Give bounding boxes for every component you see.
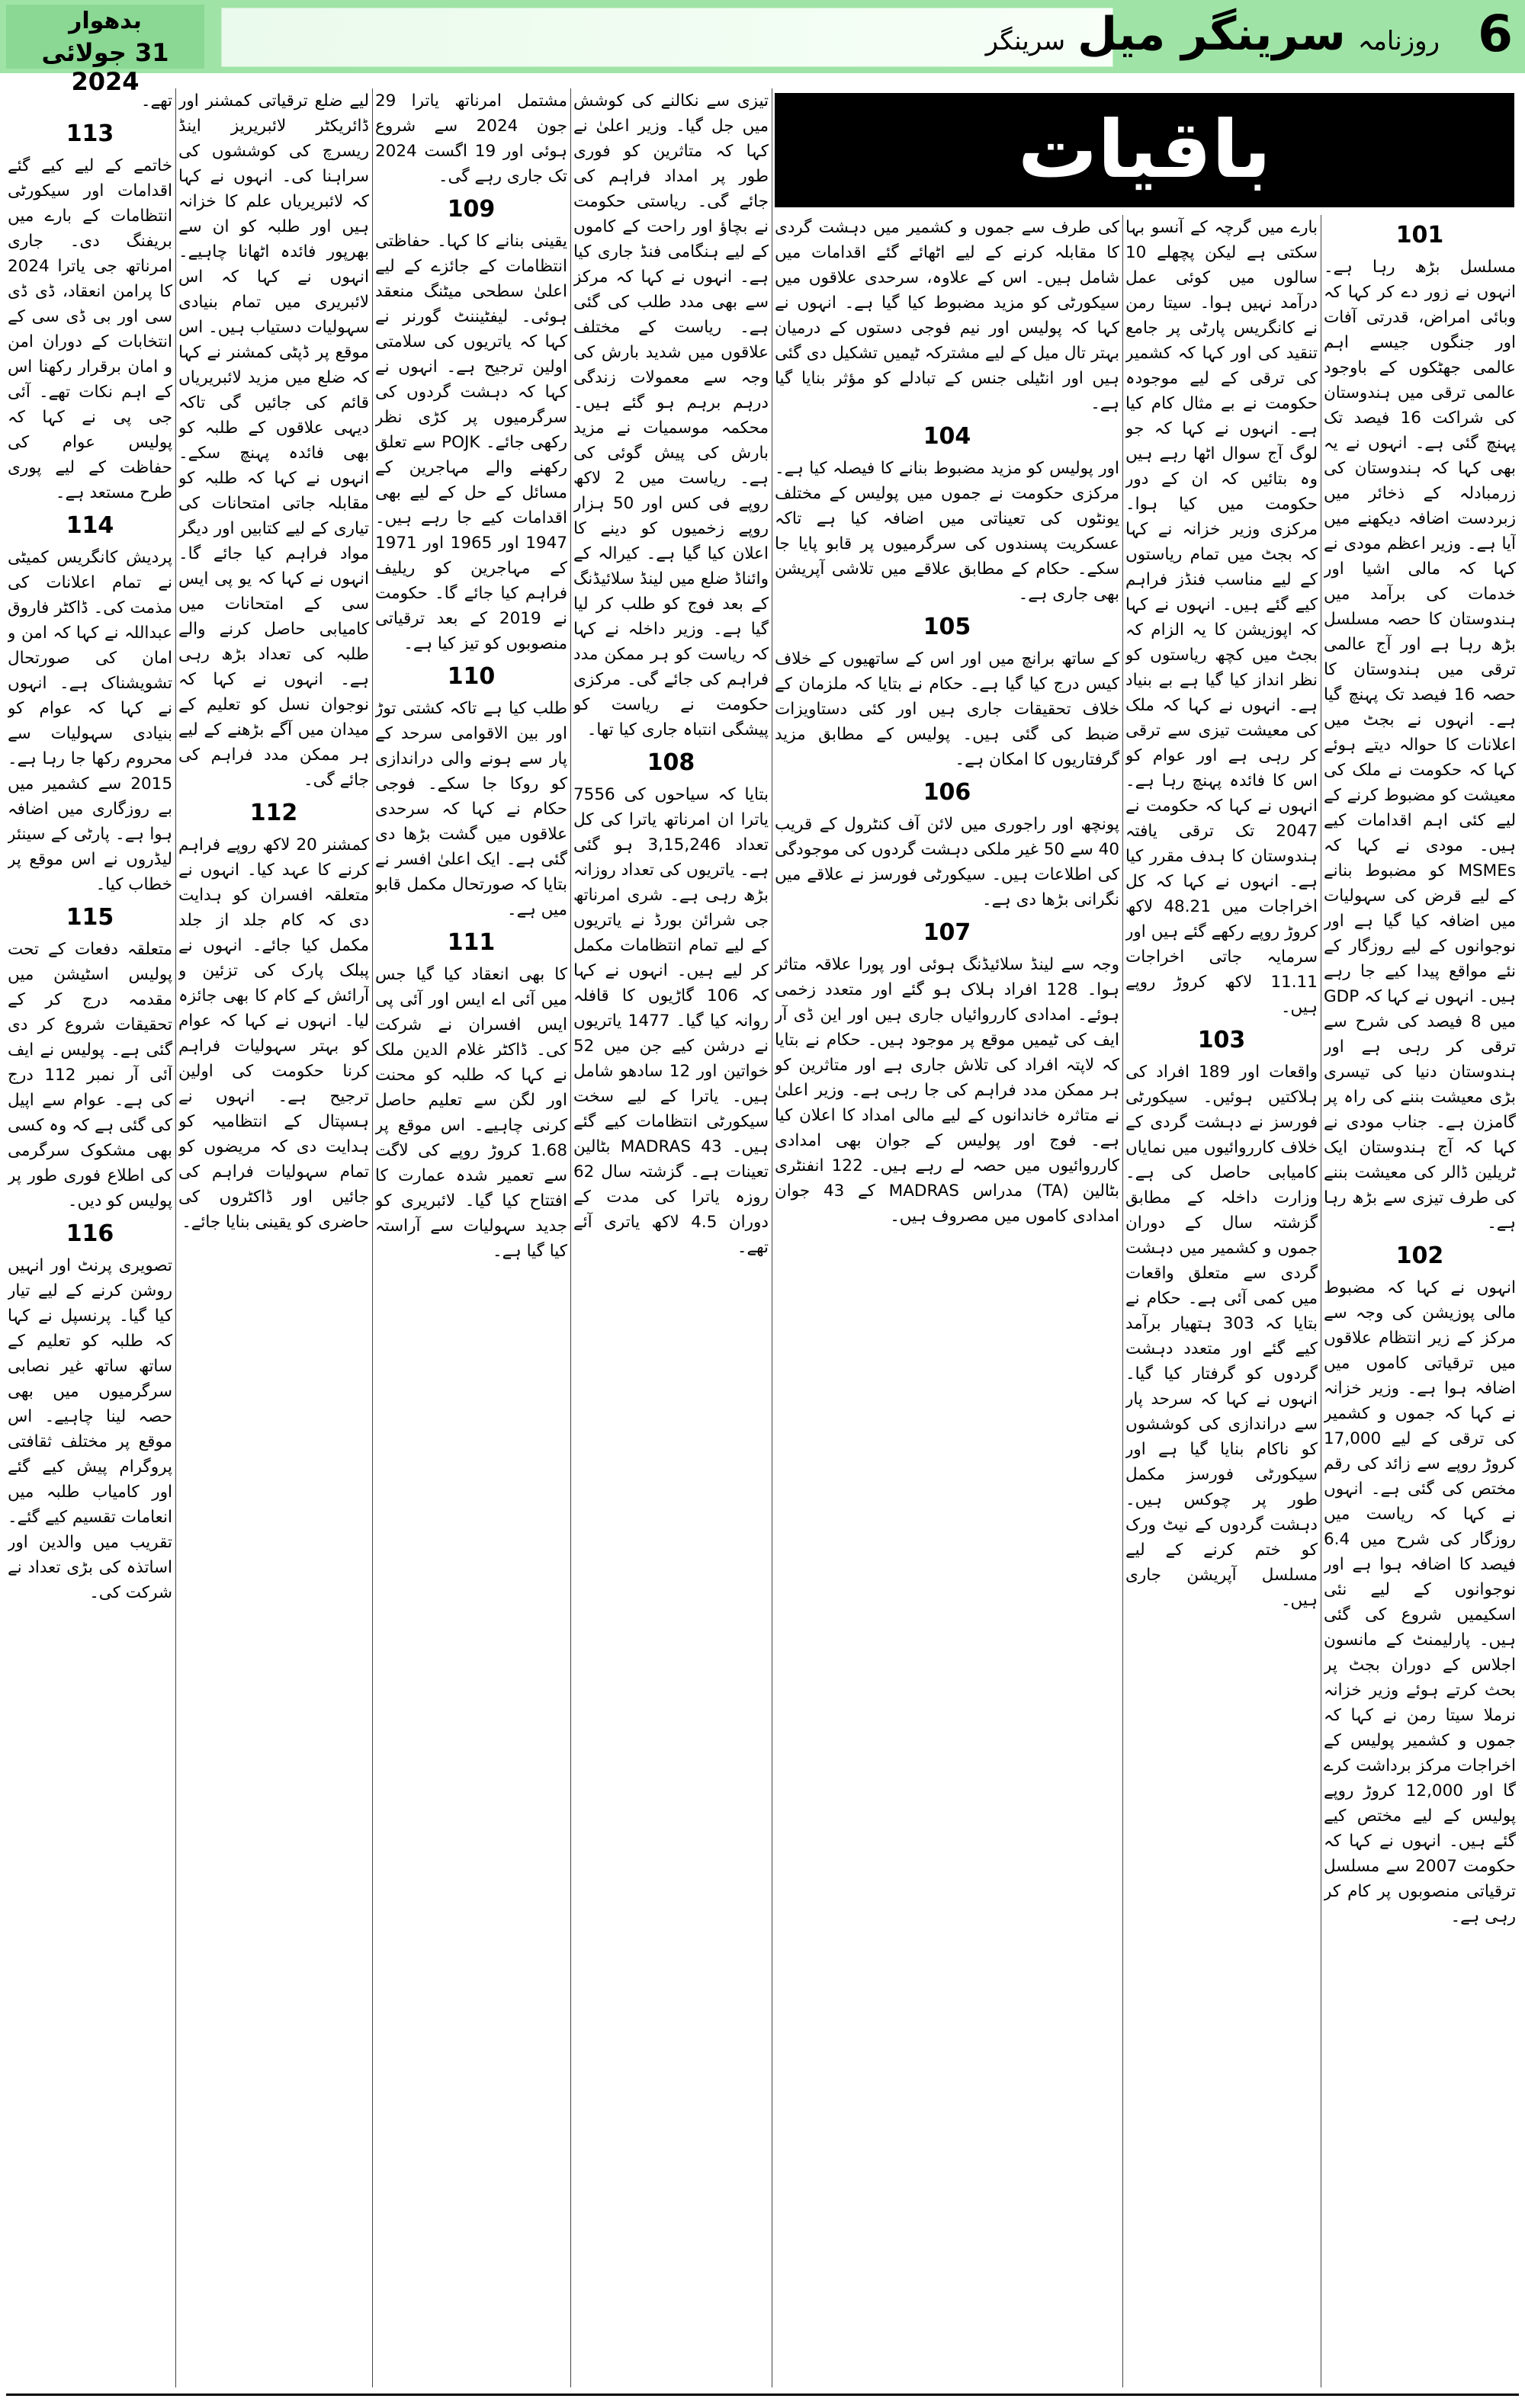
article-text: خاتمے کے لیے کیے گئے اقدامات اور سیکورٹی انتظامات کے بارے میں بریفنگ دی۔ جاری امرناتھ جی یاترا 2024 کا پرامن انعقاد، ڈی ڈی سی اور بی ڈی سی کے انتخابات کے دوران امن و امان برقرار رکھنا اس کے اہم نکات تھے۔ آئی جی پی نے کہا کہ پولیس عوام کی حفاظت کے لیے پوری طرح مستعد ہے۔	[8, 156, 172, 502]
date-date: 31 جولائی 2024	[41, 38, 169, 96]
column-divider	[1122, 215, 1123, 2387]
article-text: تصویری پرنٹ اور انہیں روشن کرنے کے لیے تیار کیا گیا۔ پرنسپل نے کہا کہ طلبہ کو تعلیم کے ساتھ ساتھ غیر نصابی سرگرمیوں میں بھی حصہ لینا چاہیے۔ اس موقع پر مختلف ثقافتی پروگرام پیش کیے گئے اور کامیاب طلبہ میں انعامات تقسیم کیے گئے۔ تقریب میں والدین اور اساتذہ کی بڑی تعداد نے شرکت کی۔	[8, 1256, 172, 1602]
article-text: لیے ضلع ترقیاتی کمشنر اور ڈائریکٹر لائبریریز اینڈ ریسرچ کی کوششوں کی سراہنا کی۔ انہوں نے کہا کہ لائبریریاں علم کا خزانہ ہیں اور طلبہ کو ان سے بھرپور فائدہ اٹھانا چاہیے۔ انہوں نے کہا کہ اس لائبریری میں تمام بنیادی سہولیات دستیاب ہیں۔ اس موقع پر ڈپٹی کمشنر نے کہا کہ ضلع میں مزید لائبریریاں قائم کی جائیں گی تاکہ دیہی علاقوں کے طلبہ کو بھی فائدہ پہنچ سکے۔ انہوں نے کہا کہ طلبہ کو مقابلہ جاتی امتحانات کی تیاری کے لیے کتابیں اور دیگر مواد فراہم کیا جائے گا۔ انہوں نے کہا کہ یو پی ایس سی کے امتحانات میں کامیابی حاصل کرنے والے طلبہ کی تعداد بڑھ رہی ہے۔ انہوں نے کہا کہ نوجوان نسل کو تعلیم کے میدان میں آگے بڑھنے کے لیے ہر ممکن مدد فراہم کی جائے گی۔	[178, 91, 369, 790]
article-number: 114	[66, 512, 114, 539]
masthead	[986, 8, 1440, 61]
article-text: طلب کیا ہے تاکہ کشتی توڑ اور بین الاقوامی سرحد کے پار سے ہونے والی دراندازی کو روکا جا سکے۔ فوجی حکام نے کہا کہ سرحدی علاقوں میں گشت بڑھا دی گئی ہے۔ ایک اعلیٰ افسر نے بتایا کہ صورتحال مکمل قابو میں ہے۔	[375, 699, 567, 919]
article-text: کی طرف سے جموں و کشمیر میں دہشت گردی کا مقابلہ کرنے کے لیے اٹھائے گئے اقدامات میں شامل ہیں۔ اس کے علاوہ، سرحدی علاقوں میں سیکورٹی کو مزید مضبوط کیا گیا ہے۔ انہوں نے کہا کہ پولیس اور نیم فوجی دستوں کے درمیان بہتر تال میل کے لیے مشترکہ ٹیمیں تشکیل دی گئی ہیں اور انٹیلی جنس کے تبادلے کو مؤثر بنایا گیا ہے۔	[775, 218, 1119, 413]
date-day: بدھوار	[69, 8, 142, 34]
column-5	[375, 88, 567, 2387]
article-text: پونچھ اور راجوری میں لائن آف کنٹرول کے قریب 40 سے 50 غیر ملکی دہشت گردوں کی موجودگی کی اطلاعات ہیں۔ سیکورٹی فورسز نے علاقے میں نگرانی بڑھا دی ہے۔	[775, 815, 1119, 909]
footer-rule	[6, 2394, 1519, 2396]
article-text: تیزی سے نکالنے کی کوشش میں جل گیا۔ وزیر اعلیٰ نے کہا کہ متاثرین کو فوری طور پر امداد فراہم کی جائے گی۔ ریاستی حکومت نے بچاؤ اور راحت کے کاموں کے لیے ہنگامی فنڈ جاری کیا ہے۔ انہوں نے کہا کہ مرکز سے بھی مدد طلب کی گئی ہے۔ ریاست کے مختلف علاقوں میں شدید بارش کی وجہ سے معمولات زندگی درہم برہم ہو گئے ہیں۔ محکمہ موسمیات نے مزید بارش کی پیش گوئی کی ہے۔ ریاست میں 2 لاکھ روپے فی کس اور 50 ہزار روپے زخمیوں کو دینے کا اعلان کیا گیا ہے۔ کیرالہ کے وائناڈ ضلع میں لینڈ سلائیڈنگ کے بعد فوج کو طلب کر لیا گیا ہے۔ وزیر داخلہ نے کہا کہ ریاست کو ہر ممکن مدد فراہم کی جائے گی۔ مرکزی حکومت نے ریاست کو پیشگی انتباہ جاری کیا تھا۔	[573, 91, 769, 739]
article-number: 111	[447, 929, 496, 956]
column-divider	[175, 88, 176, 2387]
masthead-prefix: روزنامہ	[1357, 26, 1440, 56]
article-number: 105	[923, 614, 971, 640]
article-text: کا بھی انعقاد کیا گیا جس میں آئی اے ایس اور آئی پی ایس افسران نے شرکت کی۔ ڈاکٹر غلام الدین ملک نے کہا کہ طلبہ کو محنت اور لگن سے تعلیم حاصل کرنی چاہیے۔ اس موقع پر 1.68 کروڑ روپے کی لاگت سے تعمیر شدہ عمارت کا افتتاح کیا گیا۔ لائبریری کو جدید سہولیات سے آراستہ کیا گیا ہے۔	[375, 965, 567, 1261]
article-text: تھے۔	[140, 91, 172, 111]
column-4	[573, 88, 769, 2387]
article-text: کمشنر 20 لاکھ روپے فراہم کرنے کا عہد کیا۔ انہوں نے متعلقہ افسران کو ہدایت دی کہ کام جلد از جلد مکمل کیا جائے۔ انہوں نے پبلک پارک کی تزئین و آرائش کے کام کا بھی جائزہ لیا۔ انہوں نے کہا کہ عوام کو بہتر سہولیات فراہم کرنا حکومت کی اولین ترجیح ہے۔ انہوں نے ہسپتال کے انتظامیہ کو ہدایت دی کہ مریضوں کو تمام سہولیات فراہم کی جائیں اور ڈاکٹروں کی حاضری کو یقینی بنایا جائے۔	[178, 835, 369, 1232]
article-number: 101	[1395, 222, 1444, 248]
header-decor-strip	[221, 8, 1113, 67]
page-header	[0, 0, 1525, 96]
article-number: 116	[66, 1220, 114, 1247]
article-number: 107	[923, 919, 971, 946]
article-text: مشتمل امرناتھ یاترا 29 جون 2024 سے شروع ہوئی اور 19 اگست 2024 تک جاری رہے گی۔	[375, 91, 567, 186]
article-text: کے ساتھ برانچ میں اور اس کے ساتھیوں کے خلاف کیس درج کیا گیا ہے۔ حکام نے بتایا کہ ملزمان کے خلاف تحقیقات جاری ہیں اور کئی دستاویزات ضبط کی گئی ہیں۔ پولیس کے مطابق مزید گرفتاریوں کا امکان ہے۔	[775, 649, 1119, 769]
article-text: پردیش کانگریس کمیٹی نے تمام اعلانات کی مذمت کی۔ ڈاکٹر فاروق عبداللہ نے کہا کہ امن و امان کی صورتحال تشویشناک ہے۔ انہوں نے کہا کہ عوام کو بنیادی سہولیات سے محروم رکھا جا رہا ہے۔ 2015 سے کشمیر میں بے روزگاری میں اضافہ ہوا ہے۔ پارٹی کے سینئر لیڈروں نے اس موقع پر خطاب کیا۔	[8, 548, 172, 894]
article-number: 102	[1395, 1242, 1444, 1269]
article-number: 113	[66, 120, 114, 147]
article-text: مسلسل بڑھ رہا ہے۔ انہوں نے زور دے کر کہا کہ وبائی امراض، قدرتی آفات اور جنگوں جیسے اہم عالمی جھٹکوں کے باوجود عالمی ترقی میں ہندوستان کی شراکت 16 فیصد تک پہنچ گئی ہے۔ انہوں نے یہ بھی کہا کہ ہندوستان کی زرمبادلہ کے ذخائر میں زبردست اضافہ دیکھنے میں آیا ہے۔ وزیر اعظم مودی نے کہا کہ مالی اشیا اور خدمات کی برآمد میں ہندوستان کا حصہ مسلسل بڑھ رہا ہے اور آج عالمی ترقی میں ہندوستان کا حصہ 16 فیصد تک پہنچ گیا ہے۔ انہوں نے بجٹ میں اعلانات کا حوالہ دیتے ہوئے کہا کہ حکومت نے ملک کی معیشت کو مضبوط کرنے کے لیے کئی اہم اقدامات کیے ہیں۔ مودی نے کہا کہ MSMEs کو مضبوط بنانے کے لیے قرض کی سہولیات میں اضافہ کیا گیا ہے اور نوجوانوں کے لیے روزگار کے نئے مواقع پیدا کیے جا رہے ہیں۔ انہوں نے کہا کہ GDP میں 8 فیصد کی شرح سے ترقی کر رہی ہے اور ہندوستان دنیا کی تیسری بڑی معیشت بننے کی راہ پر گامزن ہے۔ جناب مودی نے کہا کہ آج ہندوستان ایک ٹریلین ڈالر کی معیشت بننے کی طرف تیزی سے بڑھ رہا ہے۔	[1324, 258, 1516, 1233]
article-text: بارے میں گرچہ کے آنسو بہا سکتی ہے لیکن پچھلے 10 سالوں میں کوئی عمل درآمد نہیں ہوا۔ سیتا رمن نے کانگریس پارٹی پر جامع تنقید کی اور کہا کہ کشمیر کی ترقی کے لیے موجودہ حکومت نے بے مثال کام کیا ہے۔ انہوں نے کہا کہ جو لوگ آج سوال اٹھا رہے ہیں وہ بتائیں کہ ان کے دور حکومت میں کیا ہوا۔ مرکزی وزیر خزانہ نے کہا کہ بجٹ میں تمام ریاستوں کے لیے مناسب فنڈز فراہم کیے گئے ہیں۔ انہوں نے کہا کہ اپوزیشن کا یہ الزام کہ بجٹ میں کچھ ریاستوں کو نظر انداز کیا گیا ہے بے بنیاد ہے۔ انہوں نے کہا کہ ملک کی معیشت تیزی سے ترقی کر رہی ہے اور عوام کو اس کا فائدہ پہنچ رہا ہے۔ انہوں نے کہا کہ حکومت نے 2047 تک ترقی یافتہ ہندوستان کا ہدف مقرر کیا ہے۔ انہوں نے کہا کہ کل اخراجات میں 48.21 لاکھ کروڑ روپے رکھے گئے ہیں اور سرمایہ جاتی اخراجات 11.11 لاکھ کروڑ روپے ہیں۔	[1125, 218, 1318, 1017]
article-number: 108	[647, 749, 695, 776]
article-text: یقینی بنانے کا کہا۔ حفاظتی انتظامات کے جائزے کے لیے اعلیٰ سطحی میٹنگ منعقد ہوئی۔ لیفٹیننٹ گورنر نے کہا کہ یاتریوں کی سلامتی اولین ترجیح ہے۔ انہوں نے کہا کہ دہشت گردوں کی سرگرمیوں پر کڑی نظر رکھی جائے۔ POJK سے تعلق رکھنے والے مہاجرین کے مسائل کے حل کے لیے بھی اقدامات کیے جا رہے ہیں۔ 1947 اور 1965 اور 1971 کے مہاجرین کو ریلیف فراہم کیا جائے گا۔ حکومت نے 2019 کے بعد ترقیاتی منصوبوں کو تیز کیا ہے۔	[375, 232, 567, 653]
article-text: واقعات اور 189 افراد کی ہلاکتیں ہوئیں۔ سیکورٹی فورسز نے دہشت گردی کے خلاف کارروائیوں میں نمایاں کامیابی حاصل کی ہے۔ وزارت داخلہ کے مطابق گزشتہ سال کے دوران جموں و کشمیر میں دہشت گردی سے متعلق واقعات میں کمی آئی ہے۔ حکام نے بتایا کہ 303 ہتھیار برآمد کیے گئے اور متعدد دہشت گردوں کو گرفتار کیا گیا۔ انہوں نے کہا کہ سرحد پار سے دراندازی کی کوششوں کو ناکام بنایا گیا ہے اور سیکورٹی فورسز مکمل طور پر چوکس ہیں۔ دہشت گردوں کے نیٹ ورک کو ختم کرنے کے لیے مسلسل آپریشن جاری ہیں۔	[1125, 1063, 1318, 1610]
article-number: 106	[923, 779, 971, 806]
column-3	[775, 215, 1119, 2387]
article-text: بتایا کہ سیاحوں کی 7556 یاترا ان امرناتھ یاترا کی کل تعداد 3,15,246 ہو گئی ہے۔ یاتریوں کی تعداد روزانہ بڑھ رہی ہے۔ شری امرناتھ جی شرائن بورڈ نے یاتریوں کے لیے تمام انتظامات مکمل کر لیے ہیں۔ انہوں نے کہا کہ 106 گاڑیوں کا قافلہ روانہ کیا گیا۔ 1477 یاتریوں نے درشن کیے جن میں 52 خواتین اور 12 سادھو شامل ہیں۔ یاترا کے لیے سخت سیکورٹی انتظامات کیے گئے ہیں۔ MADRAS 43 بٹالین تعینات ہے۔ گزشتہ سال 62 روزہ یاترا کی مدت کے دوران 4.5 لاکھ یاتری آئے تھے۔	[573, 785, 769, 1257]
article-text: اور پولیس کو مزید مضبوط بنانے کا فیصلہ کیا ہے۔ مرکزی حکومت نے جموں میں پولیس کے مختلف یونٹوں کی تعیناتی میں اضافہ کیا ہے تاکہ عسکریت پسندوں کی سرگرمیوں پر قابو پایا جا سکے۔ حکام کے مطابق علاقے میں تلاشی آپریشن بھی جاری ہے۔	[775, 459, 1119, 604]
masthead-city: سرینگر	[985, 26, 1066, 56]
column-divider	[570, 88, 571, 2387]
column-7	[8, 88, 172, 2387]
article-number: 103	[1197, 1027, 1246, 1053]
masthead-name: سرینگر میل	[1077, 8, 1346, 61]
article-number: 112	[249, 800, 298, 826]
article-number: 109	[447, 196, 496, 223]
article-text: انہوں نے کہا کہ مضبوط مالی پوزیشن کی وجہ سے مرکز کے زیر انتظام علاقوں میں ترقیاتی کاموں میں اضافہ ہوا ہے۔ وزیر خزانہ نے کہا کہ جموں و کشمیر کی ترقی کے لیے 17,000 کروڑ روپے سے زائد کی رقم مختص کی گئی ہے۔ انہوں نے کہا کہ ریاست میں روزگار کی شرح میں 6.4 فیصد کا اضافہ ہوا ہے اور نوجوانوں کے لیے نئی اسکیمیں شروع کی گئی ہیں۔ پارلیمنٹ کے مانسون اجلاس کے دوران بجٹ پر بحث کرتے ہوئے وزیر خزانہ نرملا سیتا رمن نے کہا کہ جموں و کشمیر پولیس کے اخراجات مرکز برداشت کرے گا اور 12,000 کروڑ روپے پولیس کے لیے مختص کیے گئے ہیں۔ انہوں نے کہا کہ حکومت 2007 سے مسلسل ترقیاتی منصوبوں پر کام کر رہی ہے۔	[1324, 1278, 1516, 1926]
column-6	[178, 88, 369, 2387]
section-banner-title: باقیات	[1017, 103, 1272, 196]
article-number: 110	[447, 663, 496, 690]
article-number: 115	[66, 904, 114, 931]
column-divider	[372, 88, 373, 2387]
article-text: متعلقہ دفعات کے تحت پولیس اسٹیشن میں مقدمہ درج کر کے تحقیقات شروع کر دی گئی ہے۔ پولیس نے ایف آئی آر نمبر 112 درج کی ہے۔ عوام سے اپیل کی گئی ہے کہ وہ کسی بھی مشکوک سرگرمی کی اطلاع فوری طور پر پولیس کو دیں۔	[8, 940, 172, 1210]
column-1	[1324, 215, 1516, 2387]
date-box	[6, 5, 204, 96]
column-2	[1125, 215, 1318, 2387]
page-number: 6	[1478, 5, 1513, 63]
article-text: وجہ سے لینڈ سلائیڈنگ ہوئی اور پورا علاقہ متاثر ہوا۔ 128 افراد ہلاک ہو گئے اور متعدد زخمی ہوئے۔ امدادی کارروائیاں جاری ہیں اور این ڈی آر ایف کی ٹیمیں موقع پر موجود ہیں۔ حکام نے بتایا کہ لاپتہ افراد کی تلاش جاری ہے اور متاثرین کو ہر ممکن مدد فراہم کی جا رہی ہے۔ وزیر اعلیٰ نے متاثرہ خاندانوں کے لیے مالی امداد کا اعلان کیا ہے۔ فوج اور پولیس کے جوان بھی امدادی کارروائیوں میں حصہ لے رہے ہیں۔ 122 انفنٹری بٹالین (TA) مدراس MADRAS کے 43 جوان امدادی کاموں میں مصروف ہیں۔	[775, 955, 1119, 1226]
article-number: 104	[923, 423, 971, 450]
section-banner	[775, 93, 1514, 207]
